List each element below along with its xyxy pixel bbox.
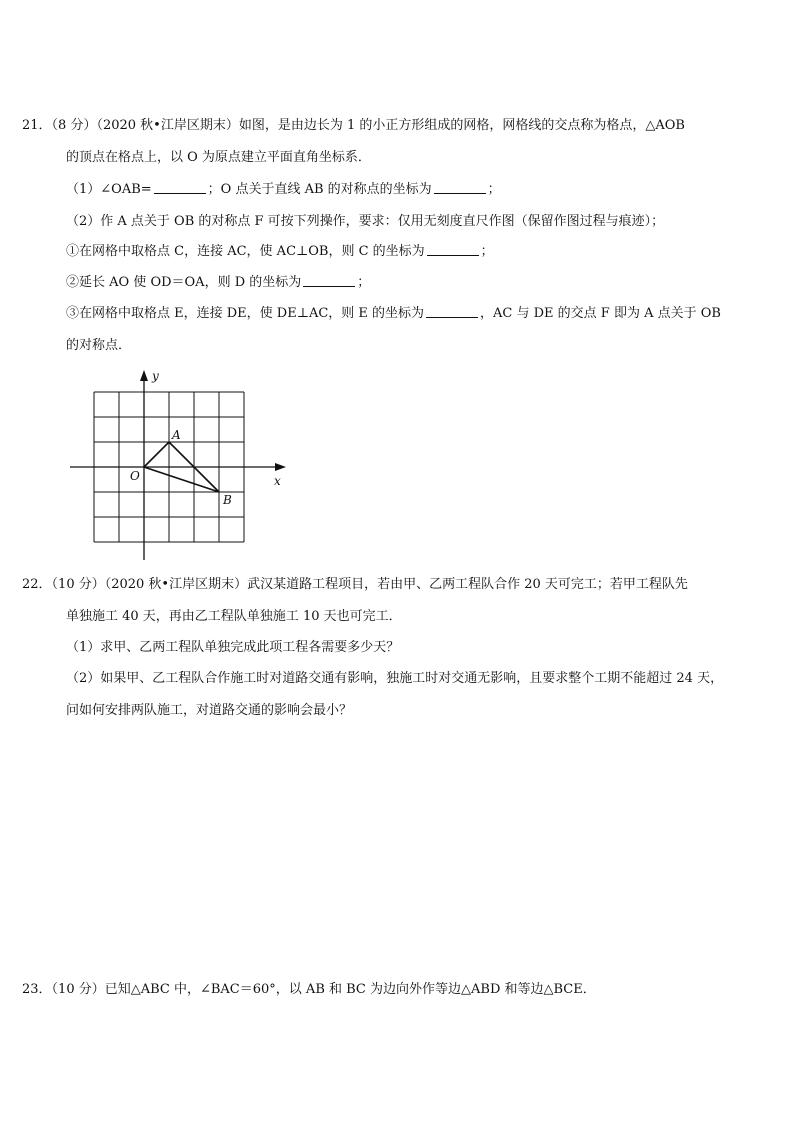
q21-line-2: 的顶点在格点上，以 O 为原点建立平面直角坐标系．	[66, 150, 371, 165]
q21-part-1-text-a: （1）∠OAB=	[66, 182, 152, 197]
q22-part-1: （1）求甲、乙两工程队单独完成此项工程各需要多少天？	[66, 640, 400, 655]
q22-part-2-line-2: 问如何安排两队施工，对道路交通的影响会最小？	[66, 703, 353, 718]
q21-step-1-text-a: ①在网格中取格点 C，连接 AC，使 AC⊥OB，则 C 的坐标为	[66, 244, 425, 259]
q21-step-1	[66, 242, 494, 262]
point-b-label: B	[223, 493, 232, 507]
q23-line-1: 23．（10 分）已知△ABC 中，∠BAC＝60°，以 AB 和 BC 为边向外作等边△ABD 和等边△BCE．	[22, 982, 596, 997]
q21-part-1	[66, 180, 501, 200]
y-axis-label: y	[152, 369, 159, 383]
x-axis-arrow	[275, 463, 286, 471]
q21-step-1-text-b: ；	[480, 244, 494, 259]
q21-step-3-text-a: ③在网格中取格点 E，连接 DE，使 DE⊥AC，则 E 的坐标为	[66, 306, 425, 321]
answer-blank[interactable]	[303, 273, 355, 287]
answer-blank[interactable]	[434, 180, 486, 194]
q22-part-2-line-1: （2）如果甲、乙工程队合作施工时对道路交通有影响，独施工时对交通无影响，且要求整个工期不能超过 24 天，	[66, 671, 724, 686]
q22-line-2: 单独施工 40 天，再由乙工程队单独施工 10 天也可完工．	[66, 609, 402, 624]
q21-step-3-cont: 的对称点．	[66, 338, 132, 353]
q21-step-3-text-b: ，AC 与 DE 的交点 F 即为 A 点关于 OB	[480, 306, 721, 321]
y-axis-arrow	[140, 370, 148, 381]
answer-blank[interactable]	[427, 242, 479, 256]
coordinate-grid-figure	[64, 366, 294, 570]
q21-step-2-text-b: ；	[357, 275, 371, 290]
q21-part-2: （2）作 A 点关于 OB 的对称点 F 可按下列操作，要求：仅用无刻度直尺作图（保留作图过程与痕迹）；	[66, 214, 665, 229]
x-axis-label: x	[274, 474, 281, 488]
q21-part-1-text-c: ；	[487, 182, 501, 197]
answer-blank[interactable]	[426, 304, 478, 318]
answer-blank[interactable]	[154, 180, 206, 194]
q21-part-1-text-b: ；O 点关于直线 AB 的对称点的坐标为	[207, 182, 432, 197]
q21-line-1: 21．（8 分）（2020 秋•江岸区期末）如图，是由边长为 1 的小正方形组成的网格，网格线的交点称为格点，△AOB	[22, 118, 685, 133]
point-o-label: O	[130, 469, 140, 483]
q22-line-1: 22．（10 分）（2020 秋•江岸区期末）武汉某道路工程项目，若由甲、乙两工程队合作 20 天可完工；若甲工程队先	[22, 577, 688, 592]
q21-step-2	[66, 273, 370, 293]
grid-svg	[64, 366, 294, 566]
q21-step-2-text-a: ②延长 AO 使 OD＝OA，则 D 的坐标为	[66, 275, 302, 290]
q21-step-3	[66, 304, 721, 324]
point-a-label: A	[172, 428, 181, 442]
